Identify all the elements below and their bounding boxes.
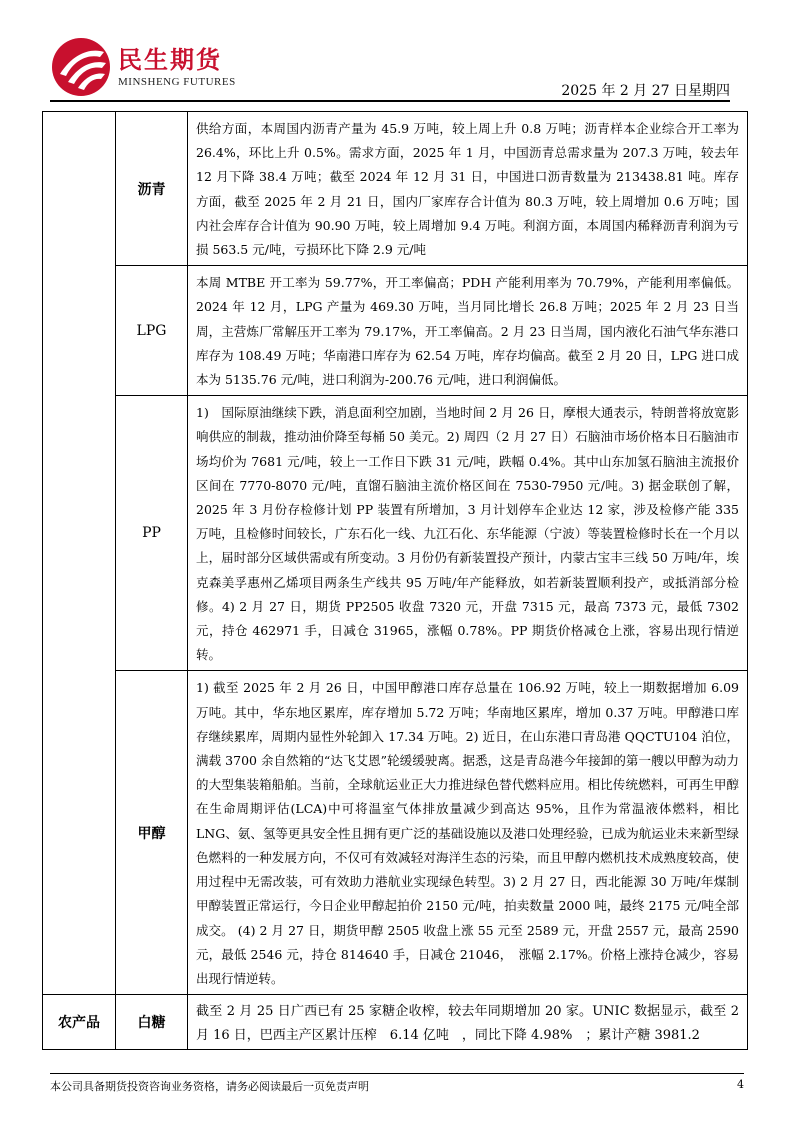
item-name: 沥青: [116, 112, 188, 266]
item-analysis-text: 1) 截至 2025 年 2 月 26 日，中国甲醇港口库存总量在 106.92 万吨，较上一期数据增加 6.09 万吨。其中，华东地区累库，库存增加 5.72 万吨；华南地区累库，增加 0.37 万吨。甲醇港口库存继续累库，周期内显性外轮卸入 17.34 万吨。2) 近日，在山东港口青岛港 QQCTU104 泊位，满载 3700 余自然箱的“达飞艾恩”轮缓缓驶离。据悉，这是青岛港今年接卸的第一艘以甲醇为动力的大型集装箱船舶。当前，全球航运业正大力推进绿色替代燃料应用。相比传统燃料，可再生甲醇在生命周期评估(LCA)中可将温室气体排放量减少到高达 95%，且作为常温液体燃料，相比 LNG、氨、氢等更具安全性且拥有更广泛的基础设施以及港口处理经验，已成为航运业未来新型绿色燃料的一种发展方向，不仅可有效减轻对海洋生态的污染，而且甲醇内燃机技术成熟度较高，使用过程中无需改装，可有效助力港航业实现绿色转型。3) 2 月 27 日，西北能源 30 万吨/年煤制甲醇装置正常运行，今日企业甲醇起拍价 2150 元/吨，拍卖数量 2000 吨，最终 2175 元/吨全部成交。 (4) 2 月 27 日，期货甲醇 2505 收盘上涨 55 元至 2589 元，开盘 2557 元，最高 2590 元，最低 2546 元，持仓 814640 手，日减仓 21046， 涨幅 2.17%。价格上涨持仓减少，容易出现行情逆转。: [188, 671, 748, 995]
table-row: [43, 995, 748, 1049]
item-name: 甲醇: [116, 671, 188, 995]
category-cell: 农产品: [43, 995, 116, 1049]
table-row: [43, 671, 748, 995]
commodity-table: [42, 111, 748, 1050]
company-name-en: MINSHENG FUTURES: [118, 76, 236, 88]
page-number: 4: [737, 1078, 744, 1091]
item-analysis-text: 1) 国际原油继续下跌，消息面利空加剧，当地时间 2 月 26 日，摩根大通表示，特朗普将放宽影响供应的制裁，推动油价降至每桶 50 美元。2) 周四（2 月 27 日）石脑油市场价格本日石脑油市场均价为 7681 元/吨，较上一工作日下跌 31 元/吨，跌幅 0.4%。其中山东加氢石脑油主流报价区间在 7770-8070 元/吨，直馏石脑油主流价格区间在 7530-7950 元/吨。3) 据金联创了解，2025 年 3 月份存检修计划 PP 装置有所增加，3 月计划停车企业达 12 家，涉及检修产能 335 万吨，且检修时间较长，广东石化一线、九江石化、东华能源（宁波）等装置检修时长在一个月以上，届时部分区域供需或有所变动。3 月份仍有新装置投产预计，内蒙古宝丰三线 50 万吨/年，埃克森美孚惠州乙烯项目两条生产线共 95 万吨/年产能释放，如若新装置顺利投产，或抵消部分检修。4) 2 月 27 日，期货 PP2505 收盘 7320 元，开盘 7315 元，最高 7373 元，最低 7302 元，持仓 462971 手，日减仓 31965，涨幅 0.78%。PP 期货价格减仓上涨，容易出现行情逆转。: [188, 396, 748, 671]
header-divider: [50, 100, 730, 102]
footer-disclaimer: 本公司具备期货投资咨询业务资格，请务必阅读最后一页免责声明: [50, 1080, 369, 1093]
item-name: PP: [116, 396, 188, 671]
category-cell: [43, 112, 116, 995]
page-header: [50, 28, 730, 100]
minsheng-logo-icon: [50, 36, 112, 98]
report-date: 2025 年 2 月 27 日星期四: [561, 83, 730, 99]
table-row: [43, 396, 748, 671]
item-analysis-text: 本周 MTBE 开工率为 59.77%，开工率偏高；PDH 产能利用率为 70.79%，产能利用率偏低。2024 年 12 月，LPG 产量为 469.30 万吨，当月同比增长 26.8 万吨；2025 年 2 月 23 日当周，主营炼厂常解压开工率为 79.17%，开工率偏高。2 月 23 日当周，国内液化石油气华东港口库存为 108.49 万吨；华南港口库存为 62.54 万吨，库存均偏高。截至 2 月 20 日，LPG 进口成本为 5135.76 元/吨，进口利润为-200.76 元/吨，进口利润偏低。: [188, 266, 748, 396]
company-name-cn: 民生期货: [118, 46, 222, 74]
item-analysis-text: 截至 2 月 25 日广西已有 25 家糖企收榨，较去年同期增加 20 家。UNIC 数据显示，截至 2 月 16 日，巴西主产区累计压榨 6.14 亿吨 ，同比下降 4.98% ；累计产糖 3981.2: [188, 995, 748, 1049]
table-row: [43, 112, 748, 266]
item-analysis-text: 供给方面，本周国内沥青产量为 45.9 万吨，较上周上升 0.8 万吨；沥青样本企业综合开工率为 26.4%，环比上升 0.5%。需求方面，2025 年 1 月，中国沥青总需求量为 207.3 万吨，较去年 12 月下降 38.4 万吨；截至 2024 年 12 月 31 日，中国进口沥青数量为 213438.81 吨。库存方面，截至 2025 年 2 月 21 日，国内厂家库存合计值为 80.3 万吨，较上周增加 0.6 万吨；国内社会库存合计值为 90.90 万吨，较上周增加 9.4 万吨。利润方面，本周国内稀释沥青利润为亏损 563.5 元/吨，亏损环比下降 2.9 元/吨: [188, 112, 748, 266]
item-name: LPG: [116, 266, 188, 396]
table-row: [43, 266, 748, 396]
footer-divider: [50, 1073, 744, 1074]
item-name: 白糖: [116, 995, 188, 1049]
